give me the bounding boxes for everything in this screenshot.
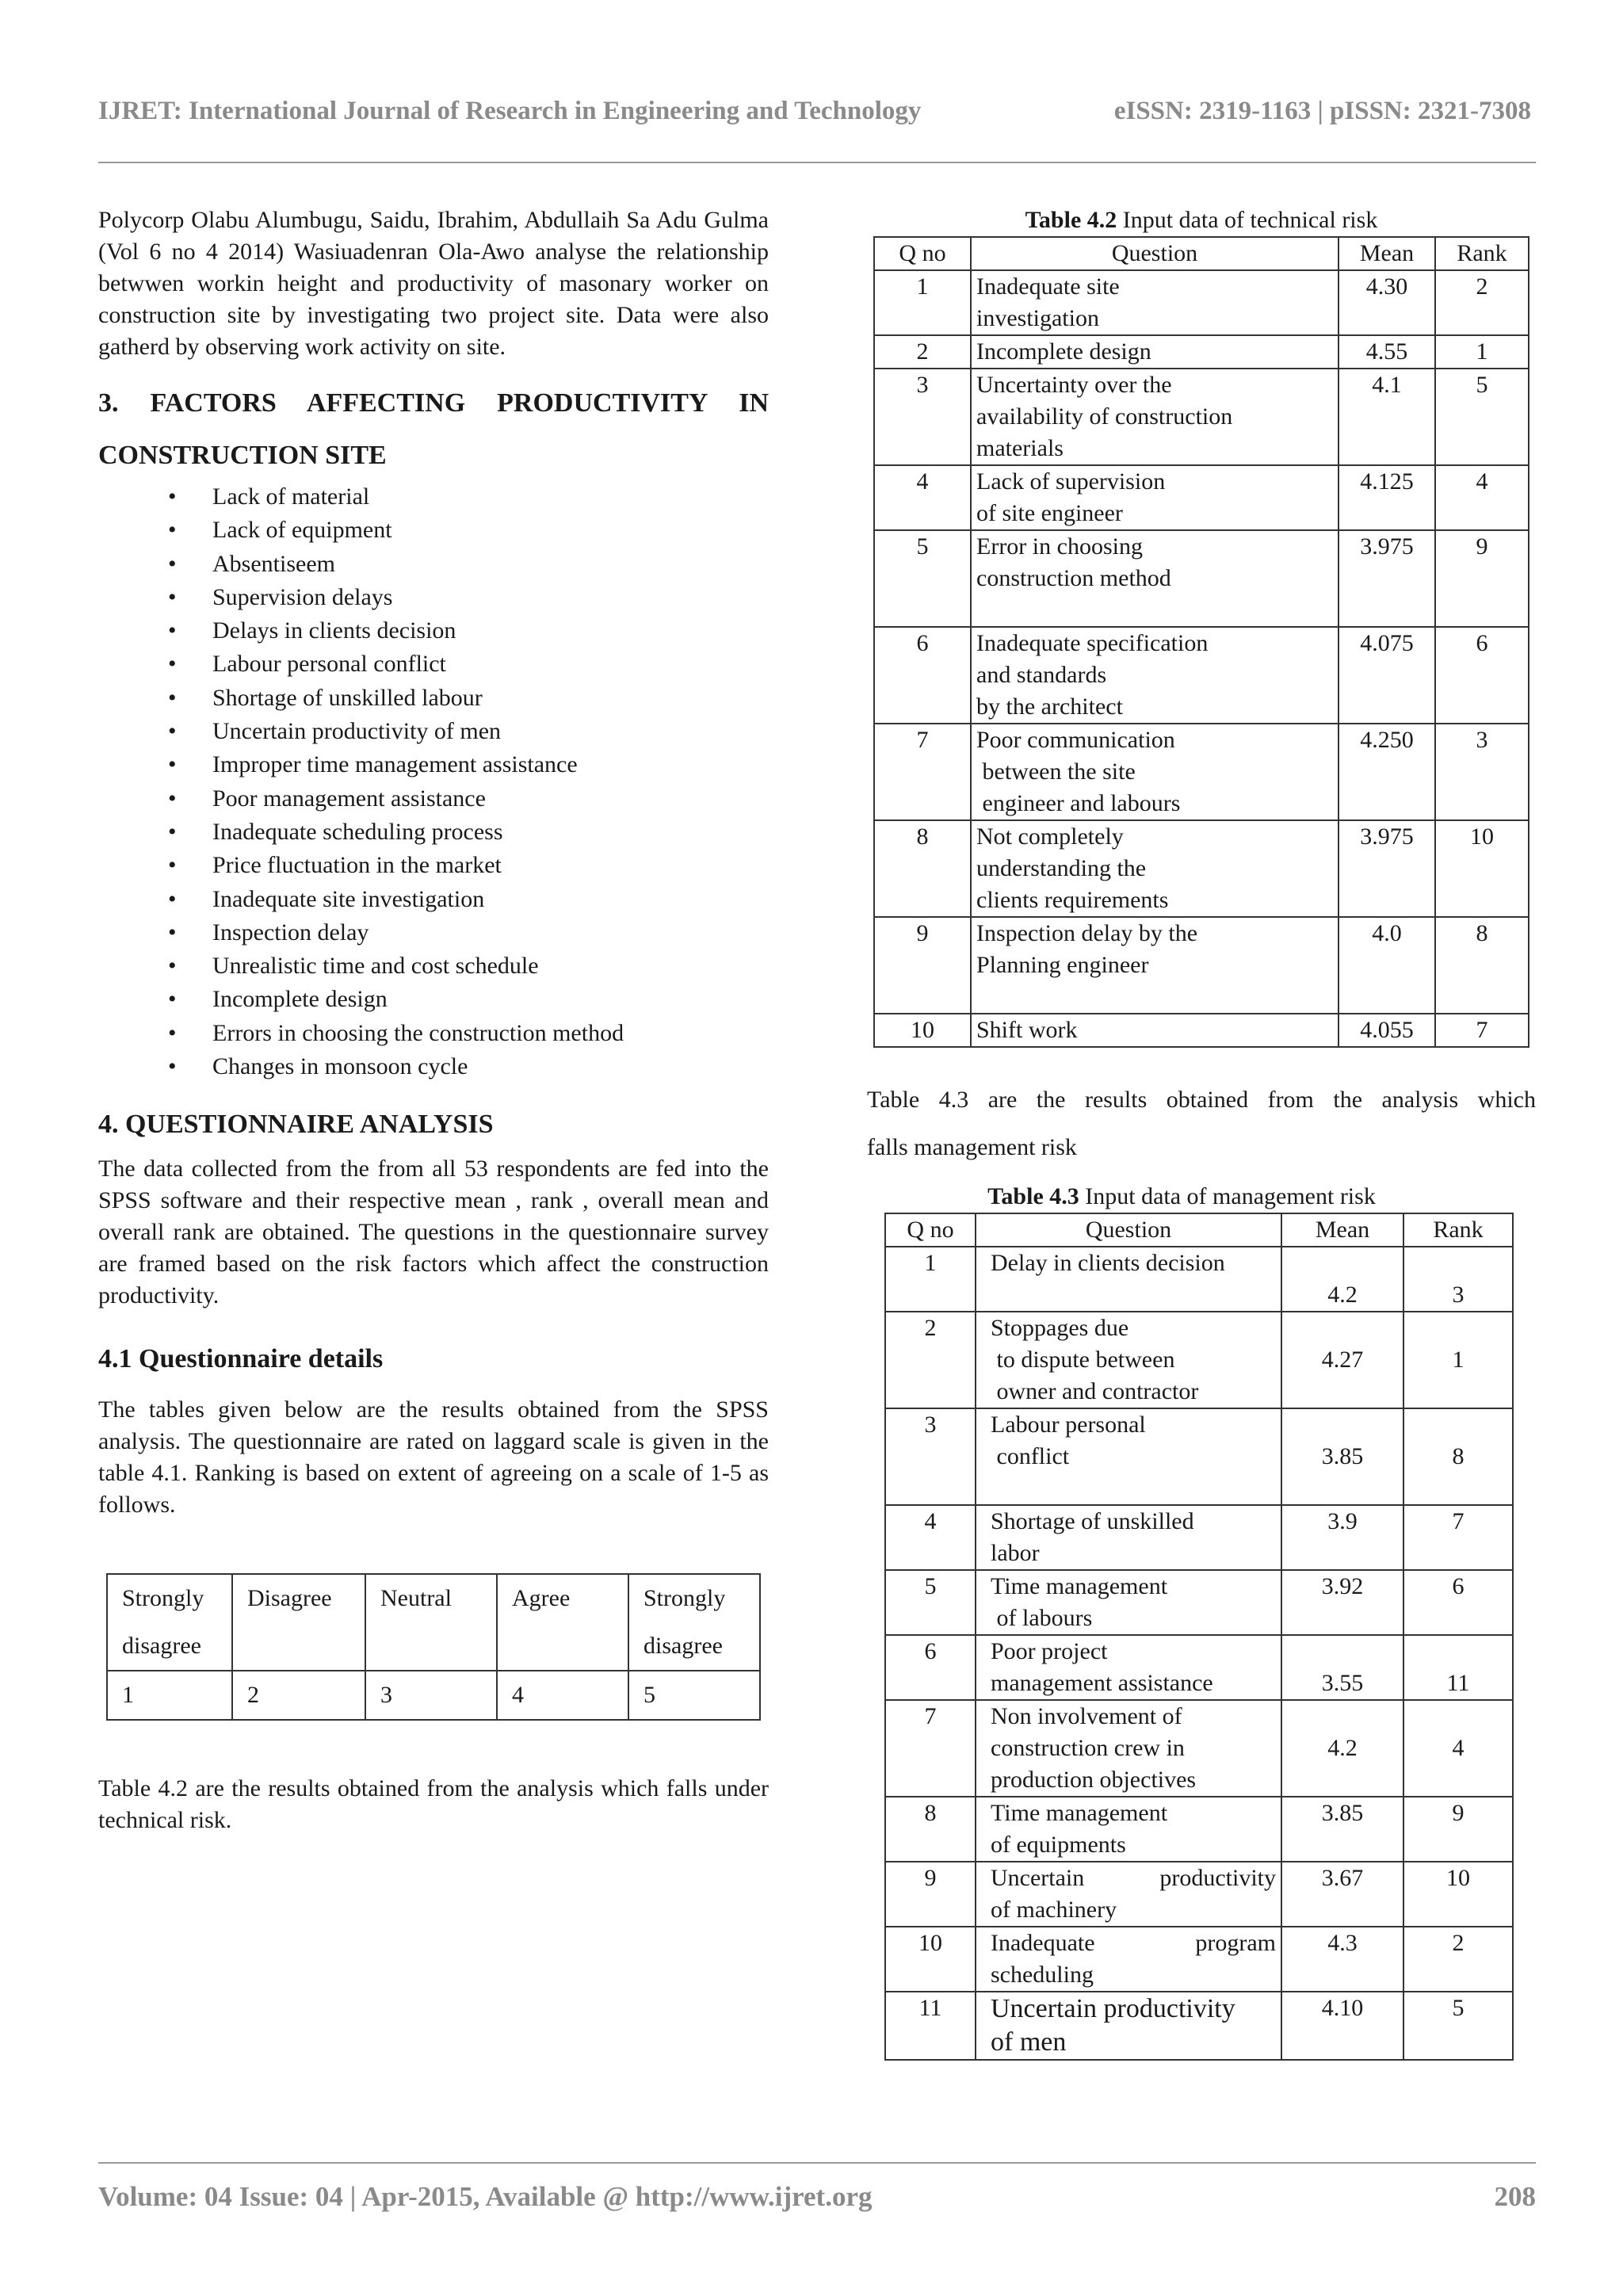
table-row: 2 Incomplete design 4.55 1 xyxy=(874,335,1529,369)
list-item: • Incomplete design xyxy=(98,983,769,1016)
table-4-3-intro-line1: Table 4.3 are the results obtained from the analysis which xyxy=(867,1087,1536,1113)
table-row: 5 Time management of labours 3.92 6 xyxy=(885,1570,1513,1635)
section-4-paragraph: The data collected from the from all 53 respondents are fed into the SPSS software and their respective mean , rank , overall mean and overall rank are obtained. The questions in the questionnaire survey are framed based on the risk factors which affect the construction productivity. xyxy=(98,1156,769,1309)
table-row: 10 Shift work 4.055 7 xyxy=(874,1014,1529,1047)
table-row: 8 Time management of equipments 3.85 9 xyxy=(885,1797,1513,1862)
table-row: 9 Inspection delay by the Planning engineer 4.0 8 xyxy=(874,917,1529,1014)
list-item: • Inadequate site investigation xyxy=(98,883,769,916)
table-cell: 2 xyxy=(232,1671,365,1720)
rating-scale-table xyxy=(106,1573,761,1721)
header-cell: Q no xyxy=(874,237,971,270)
page-number: 208 xyxy=(1494,2181,1536,2212)
list-item: • Improper time management assistance xyxy=(98,748,769,781)
list-item: • Price fluctuation in the market xyxy=(98,849,769,882)
table-header-row xyxy=(885,1213,1513,1247)
table-4-2 xyxy=(873,236,1529,1048)
table-4-3-caption: Table 4.3 Input data of management risk xyxy=(987,1183,1376,1209)
running-footer xyxy=(98,2181,1536,2213)
table-row xyxy=(107,1671,760,1720)
subsection-4-1-paragraph: The tables given below are the results obtained from the SPSS analysis. The questionnaire are rated on laggard scale is given in the table 4.1. Ranking is based on extent of agreeing on a scale of 1-5 as follows. xyxy=(98,1396,769,1519)
header-cell: Rank xyxy=(1403,1213,1513,1247)
right-column xyxy=(867,204,1536,2061)
table-row: 4 Shortage of unskilled labor 3.9 7 xyxy=(885,1505,1513,1570)
subsection-4-1-title: 4.1 Questionnaire details xyxy=(98,1344,384,1374)
list-item: • Changes in monsoon cycle xyxy=(98,1050,769,1083)
table-row: 3 Labour personal conflict 3.85 8 xyxy=(885,1408,1513,1505)
footer-volume: Volume: 04 Issue: 04 | Apr-2015, Available @ http://www.ijret.org xyxy=(98,2181,873,2212)
table-cell: 4 xyxy=(497,1671,628,1720)
list-item: • Uncertain productivity of men xyxy=(98,715,769,748)
section-3-title-line2: CONSTRUCTION SITE xyxy=(98,441,387,470)
issn: eISSN: 2319-1163 | pISSN: 2321-7308 xyxy=(1113,97,1531,125)
section-3-title-line1: 3. FACTORS AFFECTING PRODUCTIVITY IN xyxy=(98,388,769,418)
factors-list xyxy=(98,480,769,1083)
table-row: 6 Poor project management assistance 3.55 11 xyxy=(885,1635,1513,1700)
table-cell: Strongly disagree xyxy=(107,1574,232,1671)
table-header-row xyxy=(874,237,1529,270)
table-row: 3 Uncertainty over the availability of construction materials 4.1 5 xyxy=(874,369,1529,465)
table-cell: 1 xyxy=(107,1671,232,1720)
table-row: 11 Uncertain productivity of men 4.10 5 xyxy=(885,1992,1513,2060)
list-item: • Poor management assistance xyxy=(98,782,769,816)
table-row: 9 Uncertain productivity of machinery 3.67 10 xyxy=(885,1862,1513,1927)
table-row: 1 Delay in clients decision 4.2 3 xyxy=(885,1247,1513,1312)
list-item: • Errors in choosing the construction method xyxy=(98,1017,769,1050)
table-row: 1 Inadequate site investigation 4.30 2 xyxy=(874,270,1529,335)
header-cell: Q no xyxy=(885,1213,976,1247)
table-cell: Agree xyxy=(497,1574,628,1671)
list-item: • Lack of equipment xyxy=(98,514,769,547)
header-cell: Question xyxy=(971,237,1338,270)
table-4-2-intro: Table 4.2 are the results obtained from the analysis which falls under technical risk. xyxy=(98,1775,769,1834)
section-4-title: 4. QUESTIONNAIRE ANALYSIS xyxy=(98,1110,494,1140)
list-item: • Unrealistic time and cost schedule xyxy=(98,949,769,983)
list-item: • Supervision delays xyxy=(98,581,769,614)
footer-rule xyxy=(98,2162,1536,2164)
header-cell: Question xyxy=(976,1213,1281,1247)
list-item: • Delays in clients decision xyxy=(98,614,769,648)
header-cell: Rank xyxy=(1435,237,1529,270)
table-row: 5 Error in choosing construction method 3.975 9 xyxy=(874,530,1529,627)
table-row: 10 Inadequate program scheduling 4.3 2 xyxy=(885,1927,1513,1992)
table-row: 2 Stoppages due to dispute between owner and contractor 4.27 1 xyxy=(885,1312,1513,1408)
left-column xyxy=(98,204,769,1836)
table-4-2-caption: Table 4.2 Input data of technical risk xyxy=(1025,207,1378,233)
running-header xyxy=(98,97,1531,126)
table-row: 8 Not completely understanding the clients requirements 3.975 10 xyxy=(874,820,1529,917)
list-item: • Labour personal conflict xyxy=(98,648,769,681)
table-row: 4 Lack of supervision of site engineer 4.125 4 xyxy=(874,465,1529,530)
table-row: 6 Inadequate specification and standards by the architect 4.075 6 xyxy=(874,627,1529,724)
list-item: • Inadequate scheduling process xyxy=(98,816,769,849)
table-cell: Disagree xyxy=(232,1574,365,1671)
table-row: 7 Non involvement of construction crew in production objectives 4.2 4 xyxy=(885,1700,1513,1797)
table-cell: 5 xyxy=(628,1671,760,1720)
table-4-3-intro-line2: falls management risk xyxy=(867,1134,1077,1160)
table-4-3 xyxy=(884,1213,1514,2061)
list-item: • Inspection delay xyxy=(98,916,769,949)
header-cell: Mean xyxy=(1338,237,1435,270)
intro-paragraph: Polycorp Olabu Alumbugu, Saidu, Ibrahim, Abdullaih Sa Adu Gulma (Vol 6 no 4 2014) Wasiuadenran Ola-Awo analyse the relationship betwwen workin height and productivity of masonary worker on construction site by investigating two project site. Data were also gatherd by observing work activity on site. xyxy=(98,207,769,360)
table-row: 7 Poor communication between the site engineer and labours 4.250 3 xyxy=(874,724,1529,820)
list-item: • Absentiseem xyxy=(98,548,769,581)
table-cell: Strongly disagree xyxy=(628,1574,760,1671)
list-item: • Shortage of unskilled labour xyxy=(98,682,769,715)
journal-title: IJRET: International Journal of Research in Engineering and Technology xyxy=(98,97,922,125)
list-item: • Lack of material xyxy=(98,480,769,514)
header-rule xyxy=(98,162,1536,163)
table-cell: Neutral xyxy=(365,1574,497,1671)
header-cell: Mean xyxy=(1281,1213,1403,1247)
table-cell: 3 xyxy=(365,1671,497,1720)
table-row xyxy=(107,1574,760,1671)
